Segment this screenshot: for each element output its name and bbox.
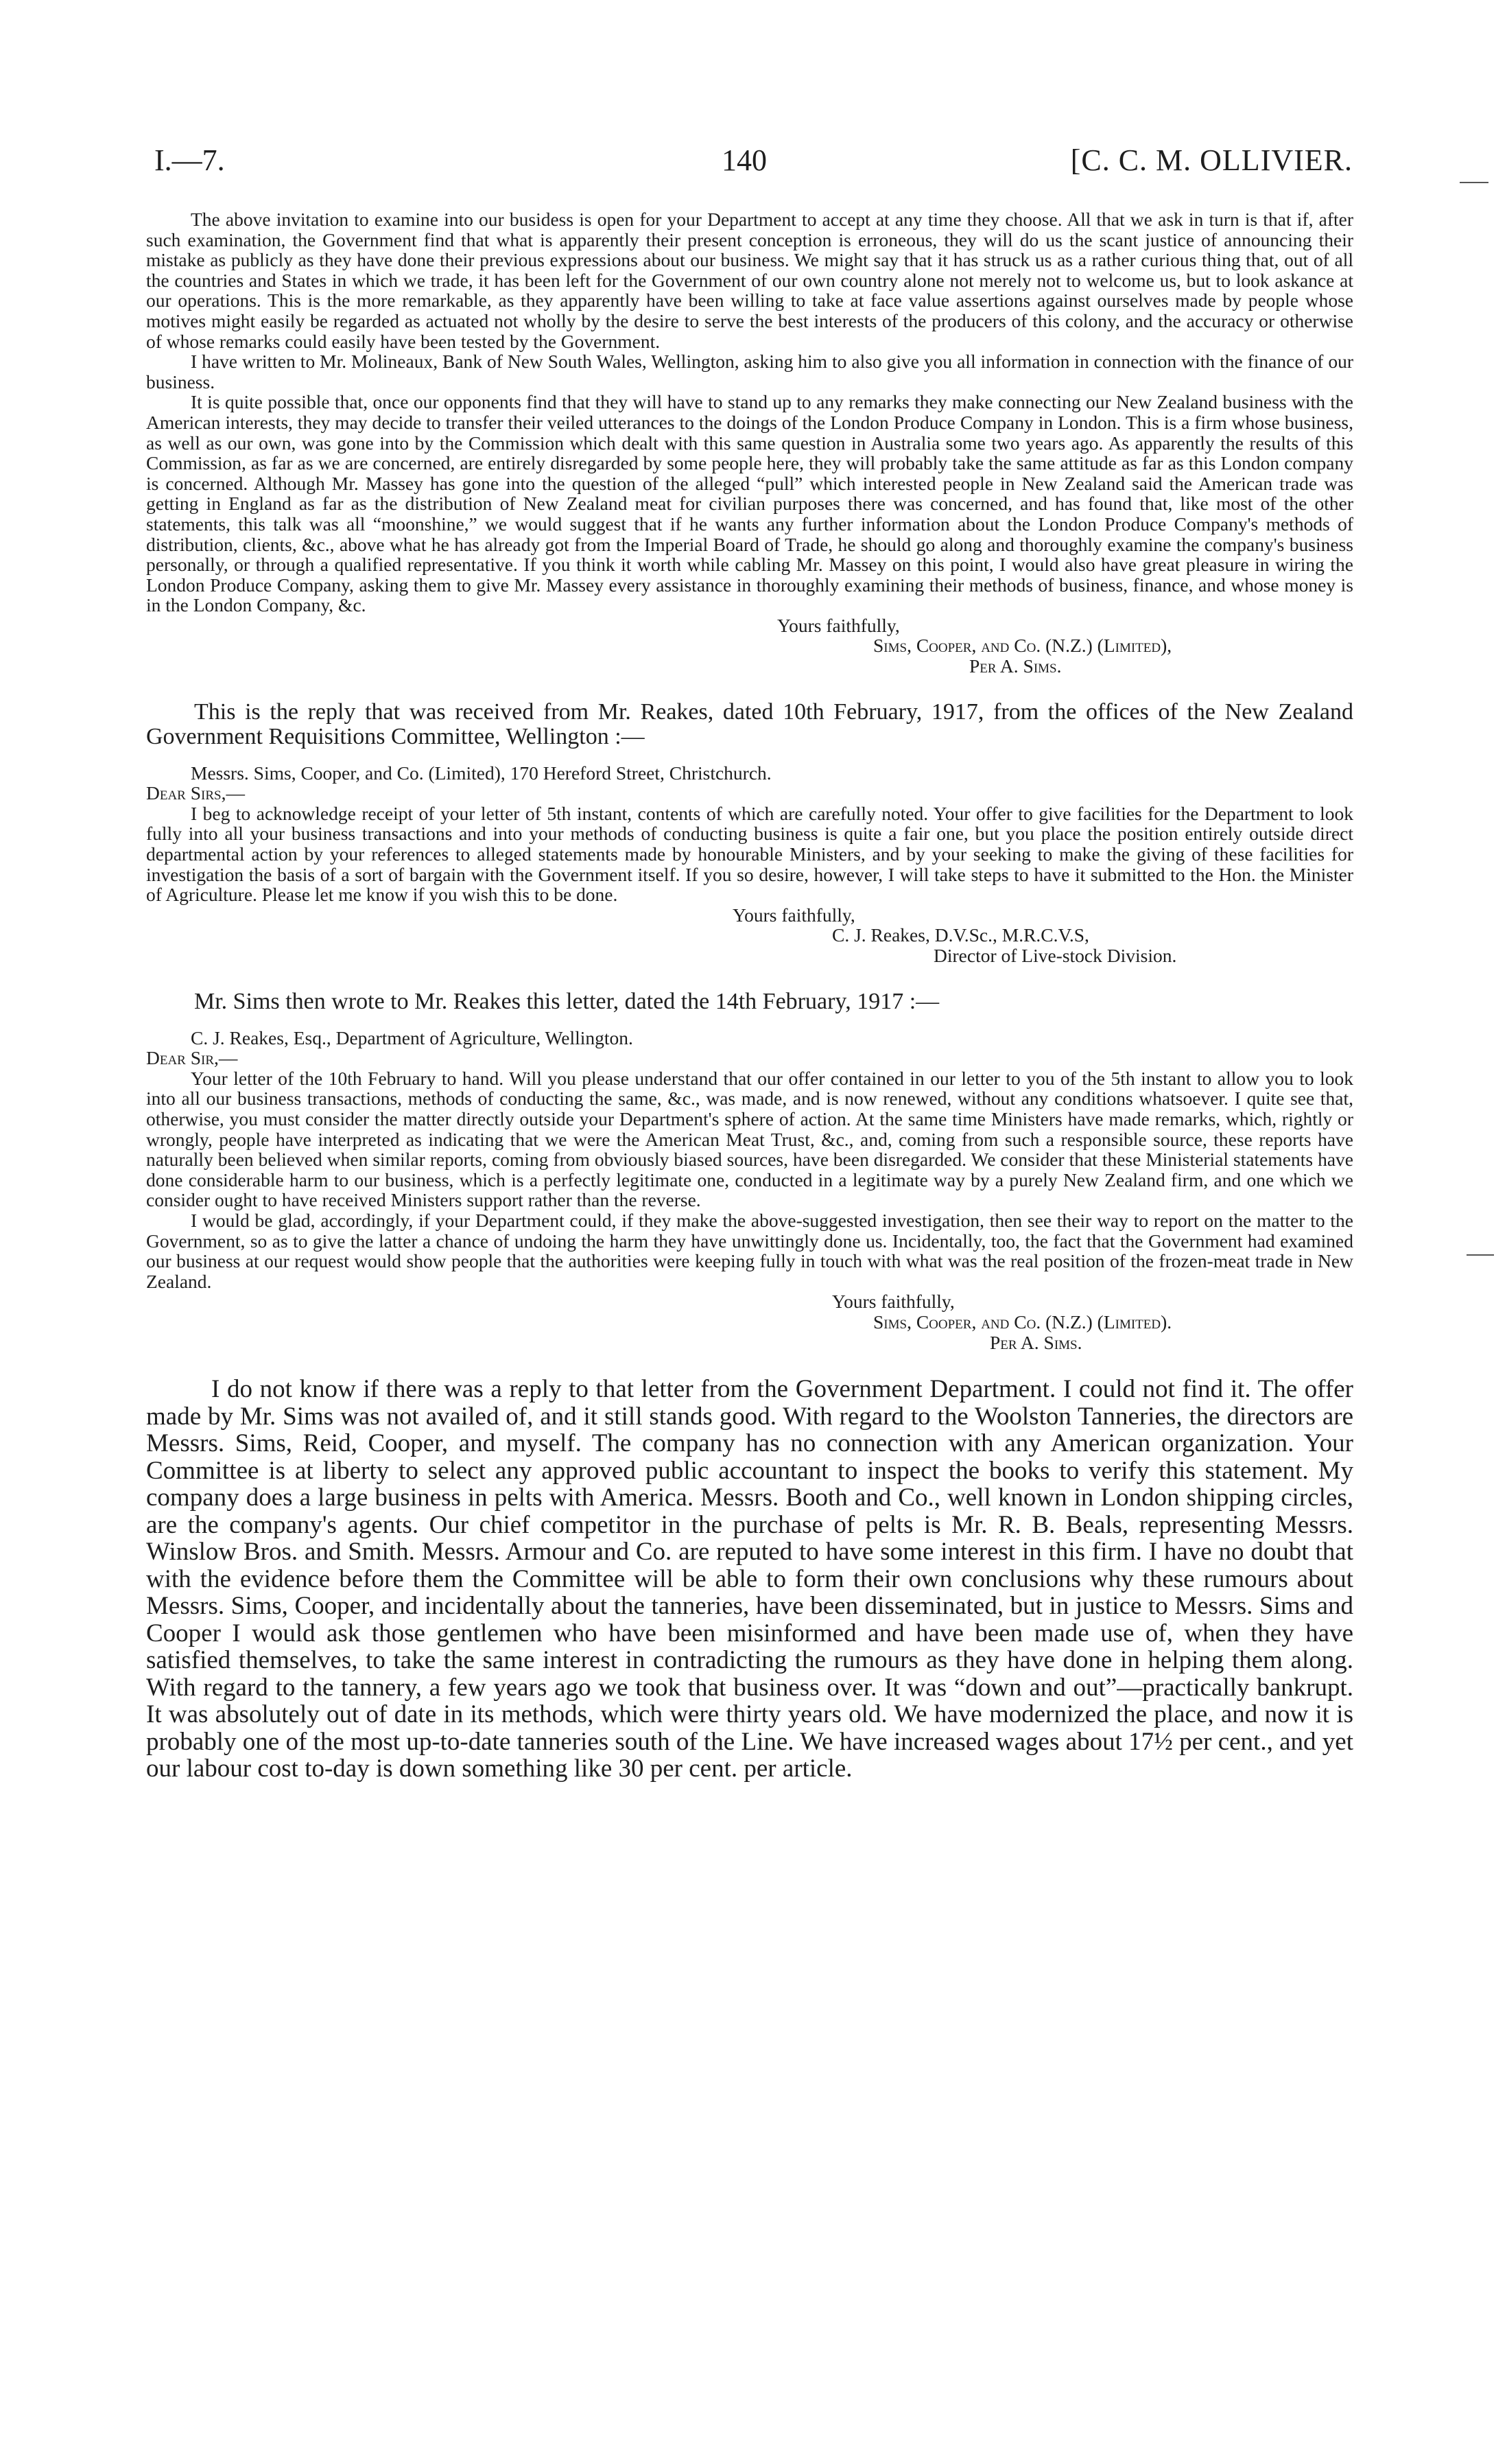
paragraph: I beg to acknowledge receipt of your letter of 5th instant, contents of which are carefully noted. Your offer to give facilities for the Department to look fully into all your business transactions and into your methods of conducting business is quite a fair one, but you place the position entirely outside direct departmental action by your references to alleged statements made by honourable Ministers, and by your seeking to make the giving of these facilities for investigation the basis of a sort of bargain with the Government itself. If you so desire, however, I will take steps to have it submitted to the Hon. the Minister of Agriculture. Please let me know if you wish this to be done. <box>146 802 1353 906</box>
signatory: Per A. Sims. <box>969 655 1062 677</box>
closing: Yours faithfully, <box>777 614 900 636</box>
paper-reference: I.—7. <box>154 143 225 177</box>
salutation: Dear Sir,— <box>146 1047 238 1069</box>
firm-name: Sims, Cooper, and Co. (N.Z.) (Limited), <box>873 635 1172 657</box>
closing: Yours faithfully, <box>832 1291 955 1313</box>
letter-reakes <box>146 803 1353 905</box>
signatory-title: Director of Live-stock Division. <box>934 945 1177 966</box>
paragraph: Mr. Sims then wrote to Mr. Reakes this letter, dated the 14th February, 1917 :— <box>194 988 940 1014</box>
firm-name: Sims, Cooper, and Co. (N.Z.) (Limited). <box>873 1311 1172 1333</box>
paragraph: Your letter of the 10th February to hand. Will you please understand that our offer contained in our letter to you of the 5th instant to allow you to look into all our business transactions, methods of conducting the same, &c., was made, and is now renewed, without any conditions whatsoever. I quite see that, otherwise, you must consider the matter directly outside your Department's sphere of action. At the same time Ministers have made remarks, which, rightly or wrongly, people have interpreted as indicating that we were the American Meat Trust, &c., and, coming from such a responsible source, these reports have naturally been believed when similar reports, coming from obviously biased sources, have been disregarded. We consider that these Ministerial statements have done considerable harm to our business, which is a perfectly legitimate one, conducted in a legitimate way by a purely New Zealand firm, and one which we consider ought to have received Ministers support rather than the reverse. <box>146 1067 1353 1211</box>
address-line: Messrs. Sims, Cooper, and Co. (Limited), 170 Hereford Street, Christchurch. <box>191 762 772 784</box>
signatory: C. J. Reakes, D.V.Sc., M.R.C.V.S, <box>832 924 1089 946</box>
paragraph: The above invitation to examine into our busidess is open for your Department to accept at any time they choose. All that we ask in turn is that if, after such examination, the Government find that what is apparently their present conception is erroneous, they will do us the scant justice of announcing their mistake as publicly as they have done their previous expressions about our business. We might say that it has struck us as a rather curious thing that, out of all the countries and States in which we trade, it has been left for the Government of our own country alone not merely not to welcome us, but to look askance at our operations. This is the more remarkable, as they apparently have been willing to take at face value assertions against ourselves made by people whose motives might easily be regarded as actuated not wholly by the desire to serve the best interests of the producers of this colony, and the accuracy or otherwise of whose remarks could easily have been tested by the Government. <box>146 209 1353 352</box>
margin-mark <box>1460 182 1488 183</box>
margin-mark <box>1467 1254 1494 1256</box>
closing: Yours faithfully, <box>733 904 855 926</box>
signature-block <box>146 615 1353 677</box>
paragraph: This is the reply that was received from Mr. Reakes, dated 10th February, 1917, from the offices of the New Zealand Government Requisitions Committee, Wellington :— <box>146 699 1353 749</box>
signature-block <box>146 1291 1353 1352</box>
address-line: C. J. Reakes, Esq., Department of Agriculture, Wellington. <box>191 1026 633 1048</box>
page-body <box>146 209 1353 1783</box>
salutation: Dear Sirs,— <box>146 782 245 804</box>
signature-block <box>146 905 1353 966</box>
testimony <box>146 1376 1353 1783</box>
narrative-intro <box>146 989 1353 1014</box>
narrative-intro <box>146 700 1353 749</box>
paragraph: It is quite possible that, once our opponents find that they will have to stand up to any remarks they make connecting our New Zealand business with the American interests, they may decide to transfer their veiled utterances to the doings of the London Produce Company in London. This is a firm whose business, as well as our own, was gone into by the Commission which dealt with this same question in Australia some two years ago. As apparently the results of this Commission, as far as we are concerned, are entirely disregarded by some people here, they will probably take the same attitude as far as this London company is concerned. Although Mr. Massey has gone into the question of the alleged “pull” which interested people in New Zealand said the American trade was getting in England as far as the distribution of New Zealand meat for civilian purposes there was concerned, and has found that, like most of the other statements, this talk was all “moonshine,” we would suggest that if he wants any further information about the London Produce Company's methods of distribution, clients, &c., above what he has already got from the Imperial Board of Trade, he should go along and thoroughly examine the company's business personally, or through a qualified representative. If you think it worth while cabling Mr. Massey on this point, I would also have great pleasure in wiring the London Produce Company, asking them to give Mr. Massey every assistance in thoroughly examining their methods of business, finance, and whose money is in the London Company, &c. <box>146 391 1353 616</box>
paragraph: I have written to Mr. Molineaux, Bank of New South Wales, Wellington, asking him to also give you all information in connection with the finance of our business. <box>146 351 1353 392</box>
page-header <box>0 143 1507 191</box>
witness-name: [C. C. M. OLLIVIER. <box>1070 143 1353 177</box>
signatory: Per A. Sims. <box>990 1331 1082 1353</box>
letter-sims-continuation <box>146 209 1353 615</box>
letter-sims-to-reakes <box>146 1068 1353 1292</box>
paragraph: I do not know if there was a reply to that letter from the Government Department. I could not find it. The offer made by Mr. Sims was not availed of, and it still stands good. With regard to the Woolston Tanneries, the directors are Messrs. Sims, Reid, Cooper, and myself. The company has no connection with any American organization. Your Committee is at liberty to select any approved public accountant to inspect the books to verify this statement. My company does a large business in pelts with America. Messrs. Booth and Co., well known in London shipping circles, are the company's agents. Our chief competitor in the purchase of pelts is Mr. R. B. Beals, representing Messrs. Winslow Bros. and Smith. Messrs. Armour and Co. are reputed to have some interest in this firm. I have no doubt that with the evidence before them the Committee will be able to form their own conclusions why these rumours about Messrs. Sims, Cooper, and incidentally about the tanneries, have been disseminated, but in justice to Messrs. Sims and Cooper I would ask those gentlemen who have been misinformed and have been made use of, when they have satisfied themselves, to take the same interest in contradicting the rumours as they have done in helping them along. With regard to the tannery, a few years ago we took that business over. It was “down and out”—practically bankrupt. It was absolutely out of date in its methods, which were thirty years old. We have modernized the place, and now it is probably one of the most up-to-date tanneries south of the Line. We have increased wages about 17½ per cent., and yet our labour cost to-day is down something like 30 per cent. per article. <box>146 1375 1353 1783</box>
page-number: 140 <box>722 143 767 177</box>
paragraph: I would be glad, accordingly, if your Department could, if they make the above-suggested investigation, then see their way to report on the matter to the Government, so as to give the latter a chance of undoing the harm they have unwittingly done us. Incidentally, too, the fact that the Government had examined our business at our request would show people that the authorities were keeping fully in touch with what was the real position of the frozen-meat trade in New Zealand. <box>146 1209 1353 1292</box>
